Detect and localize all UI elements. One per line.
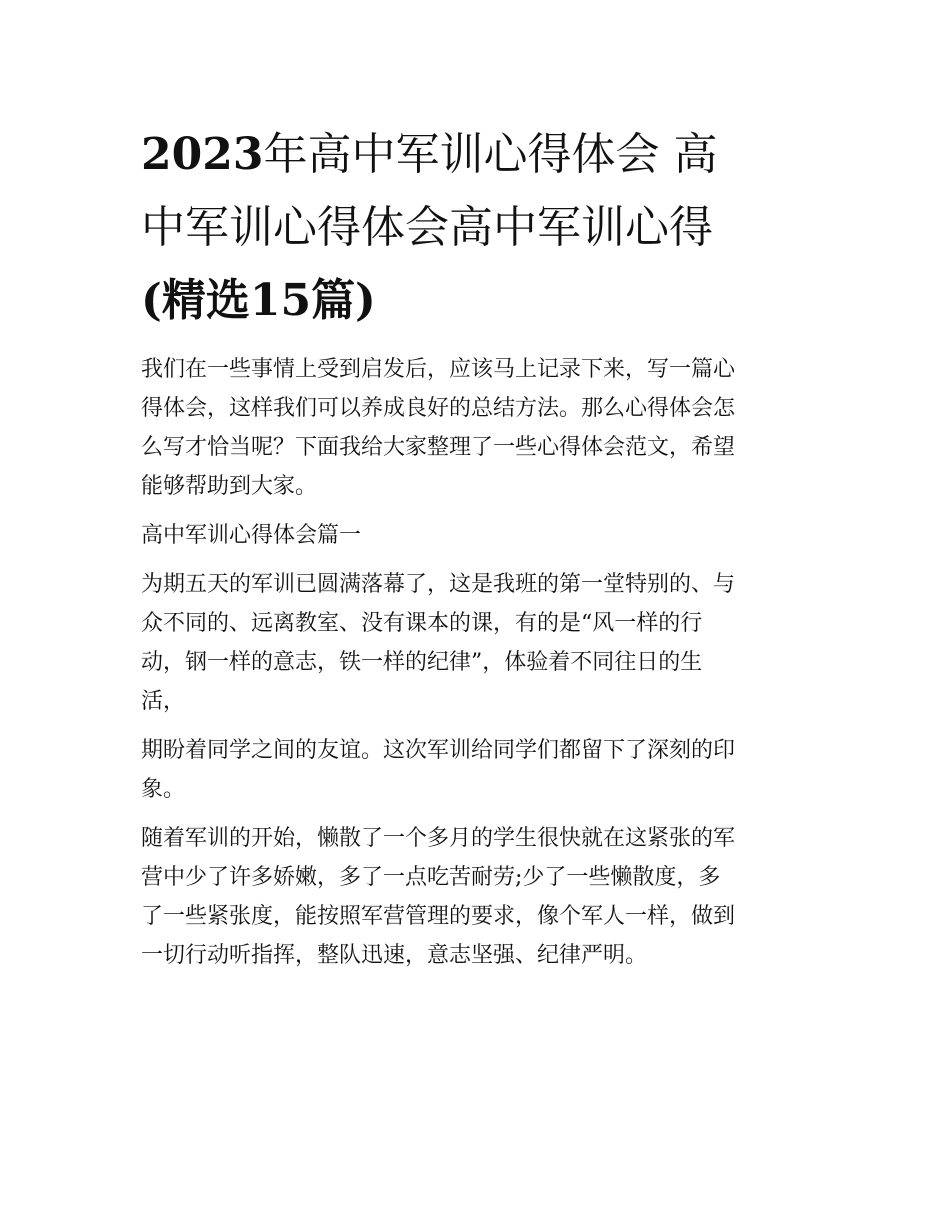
section-heading-text: 高中军训心得体会篇一 bbox=[141, 523, 362, 548]
title-paren-open: (精选 bbox=[141, 275, 250, 326]
paragraph-line: 象。 bbox=[141, 777, 186, 802]
title-line-2: 中军训心得体会高中军训心得 bbox=[141, 202, 713, 253]
paragraph-line: 我们在一些事情上受到启发后，应该马上记录下来，写一篇心 bbox=[141, 357, 736, 382]
title-line-3 bbox=[141, 264, 821, 337]
paragraph-line: 一切行动听指挥，整队迅速，意志坚强、纪律严明。 bbox=[141, 943, 648, 968]
section-heading bbox=[141, 516, 821, 555]
paragraph-line: 了一些紧张度，能按照军营管理的要求，像个军人一样，做到 bbox=[141, 904, 736, 929]
paragraph-line: 营中少了许多娇嫩，多了一点吃苦耐劳;少了一些懒散度，多 bbox=[141, 865, 721, 890]
paragraph-line: 动，钢一样的意志，铁一样的纪律”，体验着不同往日的生 bbox=[141, 650, 703, 675]
intro-paragraph bbox=[141, 350, 821, 506]
document-content bbox=[141, 118, 821, 975]
paragraph-line: 么写才恰当呢？下面我给大家整理了一些心得体会范文，希望 bbox=[141, 435, 736, 460]
paragraph-line: 随着军训的开始，懒散了一个多月的学生很快就在这紧张的军 bbox=[141, 826, 736, 851]
document-title bbox=[141, 118, 821, 337]
body-paragraph-2 bbox=[141, 731, 821, 809]
title-count: 15 bbox=[249, 275, 312, 326]
paragraph-line: 能够帮助到大家。 bbox=[141, 474, 318, 499]
body-paragraph-3 bbox=[141, 819, 821, 975]
paragraph-line: 活， bbox=[141, 689, 186, 714]
title-paren-close: 篇) bbox=[311, 275, 376, 326]
paragraph-line: 得体会，这样我们可以养成良好的总结方法。那么心得体会怎 bbox=[141, 396, 736, 421]
title-line-1-text: 年高中军训心得体会 高 bbox=[263, 129, 718, 180]
paragraph-line: 期盼着同学之间的友谊。这次军训给同学们都留下了深刻的印 bbox=[141, 738, 736, 763]
paragraph-line: 为期五天的军训已圆满落幕了，这是我班的第一堂特别的、与 bbox=[141, 572, 736, 597]
title-year: 2023 bbox=[141, 129, 264, 180]
title-line-1 bbox=[141, 118, 821, 191]
paragraph-line: 众不同的、远离教室、没有课本的课，有的是“风一样的行 bbox=[141, 611, 703, 636]
body-paragraph-1 bbox=[141, 565, 821, 721]
